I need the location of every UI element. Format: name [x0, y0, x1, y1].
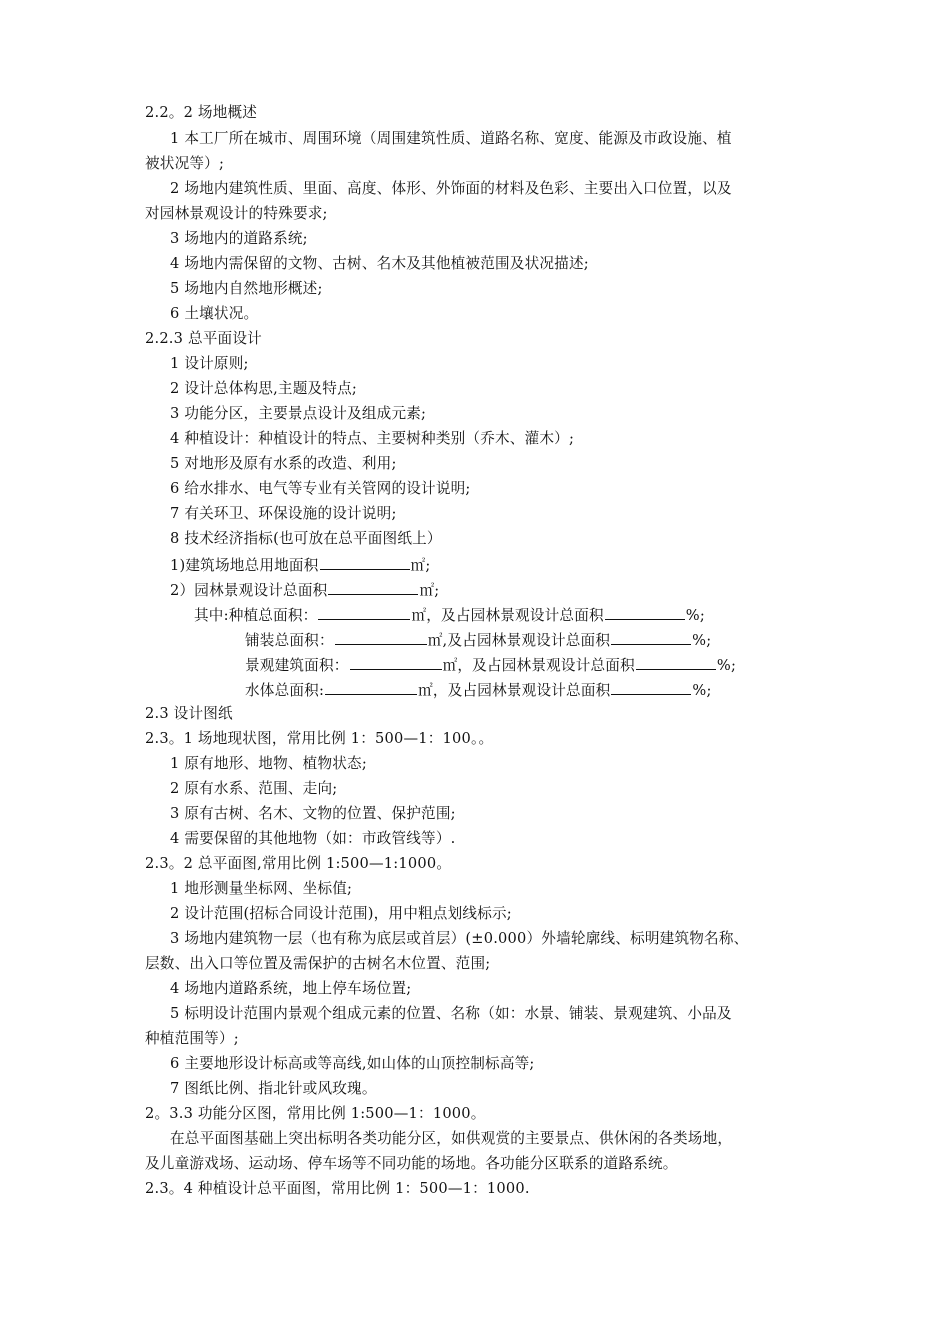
list-item: 2 场地内建筑性质、里面、高度、体形、外饰面的材料及色彩、主要出入口位置，以及	[170, 180, 732, 197]
fill-blank[interactable]	[611, 629, 691, 645]
list-item: 7 图纸比例、指北针或风玫瑰。	[170, 1080, 377, 1097]
fill-end: %;	[685, 607, 705, 624]
fill-blank[interactable]	[320, 554, 410, 570]
fill-blank[interactable]	[611, 679, 691, 695]
section-2-3-2-heading: 2.3。2 总平面图,常用比例 1:500—1:1000。	[145, 855, 452, 872]
list-item: 2 设计范围(招标合同设计范围)，用中粗点划线标示;	[170, 905, 512, 922]
section-2-3-4-heading: 2.3。4 种植设计总平面图，常用比例 1：500—1：1000.	[145, 1180, 530, 1197]
section-2-2-2-heading: 2.2。2 场地概述	[145, 104, 258, 121]
fill-label: 铺装总面积：	[245, 632, 334, 649]
list-item: 6 主要地形设计标高或等高线,如山体的山顶控制标高等;	[170, 1055, 535, 1072]
fill-blank[interactable]	[636, 654, 716, 670]
fill-end: %;	[716, 657, 737, 674]
fill-mid: ㎡，及占园林景观设计总面积	[442, 657, 635, 674]
fill-unit: ㎡;	[410, 557, 431, 574]
list-item-continuation: 层数、出入口等位置及需保护的古树名木位置、范围;	[145, 955, 491, 972]
list-item: 5 对地形及原有水系的改造、利用;	[170, 455, 397, 472]
fill-blank[interactable]	[605, 604, 685, 620]
list-item: 6 给水排水、电气等专业有关管网的设计说明;	[170, 480, 471, 497]
list-item: 4 需要保留的其他地物（如：市政管线等）.	[170, 830, 456, 847]
list-item: 5 标明设计范围内景观个组成元素的位置、名称（如：水景、铺装、景观建筑、小品及	[170, 1005, 732, 1022]
fill-line-water-area	[245, 679, 712, 701]
section-2-2-3-heading: 2.2.3 总平面设计	[145, 330, 262, 347]
list-item: 1 设计原则;	[170, 355, 249, 372]
fill-end: %;	[692, 632, 712, 649]
list-item: 8 技术经济指标(也可放在总平面图纸上）	[170, 530, 442, 547]
list-item: 3 原有古树、名木、文物的位置、保护范围;	[170, 805, 456, 822]
section-2-3-heading: 2.3 设计图纸	[145, 705, 233, 722]
fill-mid: ㎡，及占园林景观设计总面积	[411, 607, 604, 624]
list-item: 4 场地内需保留的文物、古树、名木及其他植被范围及状况描述;	[170, 255, 589, 272]
paragraph-line: 在总平面图基础上突出标明各类功能分区，如供观赏的主要景点、供休闲的各类场地，	[170, 1130, 733, 1147]
list-item-continuation: 种植范围等）;	[145, 1030, 239, 1047]
fill-label: 2）园林景观设计总面积	[170, 582, 328, 599]
fill-blank[interactable]	[335, 629, 427, 645]
list-item-continuation: 对园林景观设计的特殊要求;	[145, 205, 328, 222]
list-item: 2 设计总体构思,主题及特点;	[170, 380, 358, 397]
section-2-3-3-heading: 2。3.3 功能分区图，常用比例 1:500—1：1000。	[145, 1105, 486, 1122]
fill-line-planting-area	[194, 604, 705, 626]
list-item: 1 地形测量坐标网、坐标值;	[170, 880, 353, 897]
fill-label: 水体总面积:	[245, 682, 325, 699]
fill-line-total-site-area	[170, 554, 430, 576]
fill-unit: ㎡;	[419, 582, 440, 599]
list-item: 6 土壤状况。	[170, 305, 259, 322]
fill-label: 景观建筑面积：	[245, 657, 349, 674]
fill-blank[interactable]	[328, 579, 418, 595]
list-item: 3 场地内的道路系统;	[170, 230, 308, 247]
fill-blank[interactable]	[318, 604, 410, 620]
fill-label: 1)建筑场地总用地面积	[170, 557, 319, 574]
list-item-continuation: 被状况等）;	[145, 155, 225, 172]
list-item: 3 场地内建筑物一层（也有称为底层或首层）(±0.000）外墙轮廓线、标明建筑物名称、	[170, 930, 749, 947]
list-item: 1 原有地形、地物、植物状态;	[170, 755, 367, 772]
list-item: 5 场地内自然地形概述;	[170, 280, 323, 297]
list-item: 4 种植设计：种植设计的特点、主要树种类别（乔木、灌木）;	[170, 430, 575, 447]
list-item: 3 功能分区，主要景点设计及组成元素;	[170, 405, 427, 422]
fill-label: 其中:种植总面积：	[194, 607, 318, 624]
fill-line-paving-area	[245, 629, 711, 651]
fill-end: %;	[692, 682, 712, 699]
list-item: 1 本工厂所在城市、周围环境（周围建筑性质、道路名称、宽度、能源及市政设施、植	[170, 130, 732, 147]
fill-line-landscape-building-area	[245, 654, 736, 676]
list-item: 4 场地内道路系统，地上停车场位置;	[170, 980, 412, 997]
list-item: 2 原有水系、范围、走向;	[170, 780, 338, 797]
paragraph-line: 及儿童游戏场、运动场、停车场等不同功能的场地。各功能分区联系的道路系统。	[145, 1155, 678, 1172]
fill-blank[interactable]	[350, 654, 442, 670]
fill-mid: ㎡,及占园林景观设计总面积	[427, 632, 611, 649]
fill-mid: ㎡，及占园林景观设计总面积	[418, 682, 611, 699]
section-2-3-1-heading: 2.3。1 场地现状图，常用比例 1：500—1：100。。	[145, 730, 494, 747]
list-item: 7 有关环卫、环保设施的设计说明;	[170, 505, 397, 522]
fill-line-landscape-area	[170, 579, 439, 601]
fill-blank[interactable]	[325, 679, 417, 695]
